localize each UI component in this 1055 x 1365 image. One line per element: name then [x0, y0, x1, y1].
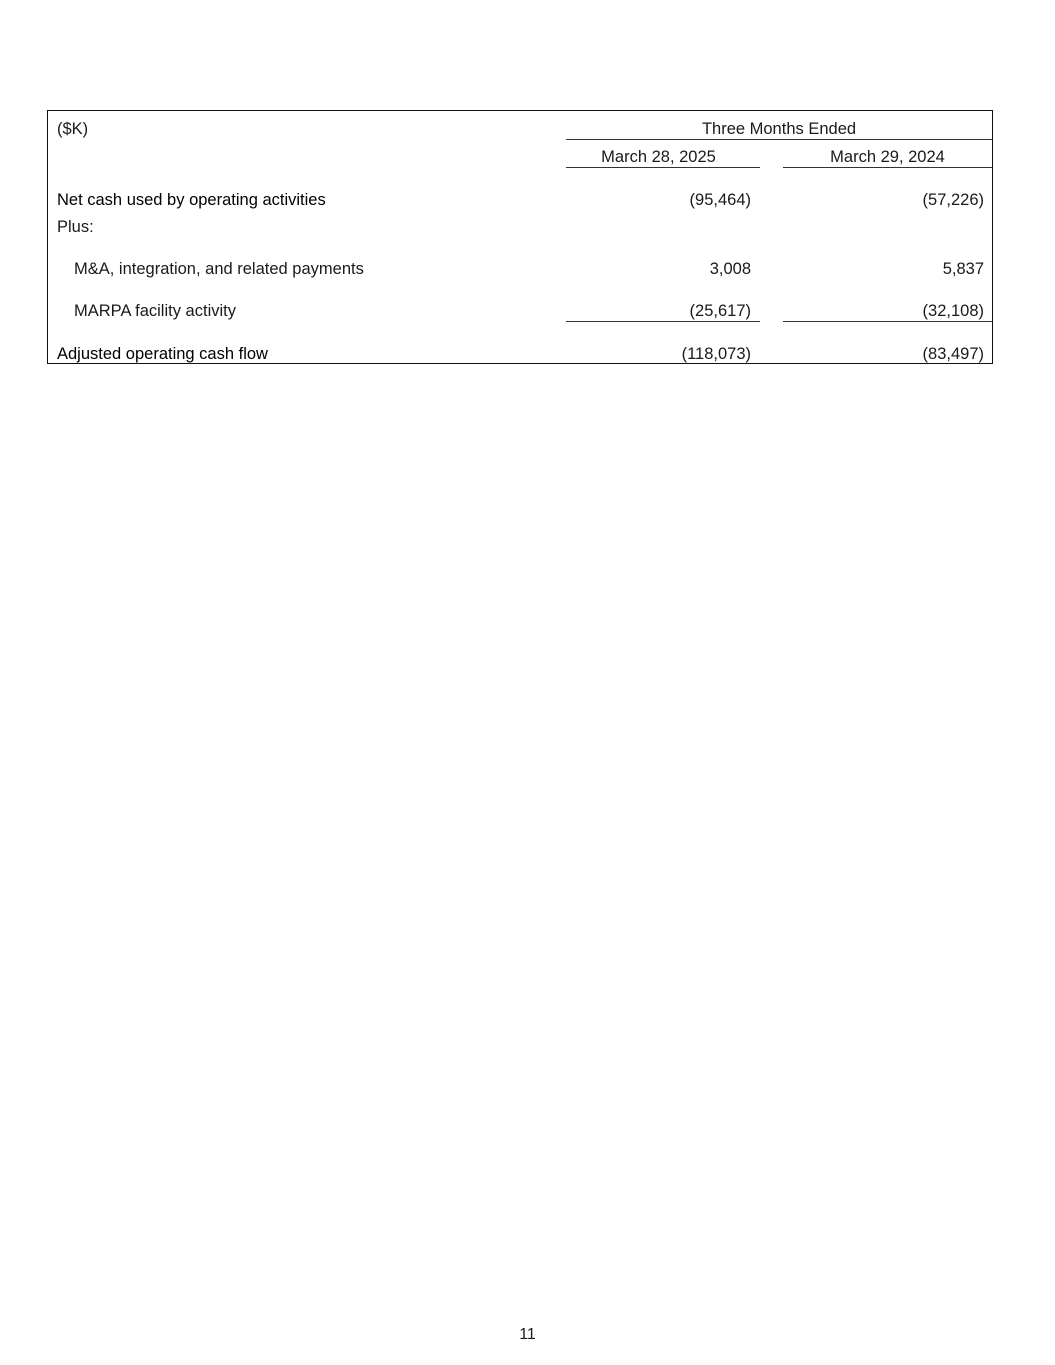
row-value-adjusted-2025: (118,073): [681, 345, 751, 363]
row-label-marpa: MARPA facility activity: [74, 302, 236, 320]
row-label-mna-payments: M&A, integration, and related payments: [74, 260, 364, 278]
row-value-mna-2025: 3,008: [709, 260, 751, 278]
row-value-marpa-2024: (32,108): [922, 302, 984, 320]
row-value-net-cash-2025: (95,464): [689, 191, 751, 209]
column-header-2025-underline: [566, 167, 760, 168]
subtotal-rule-2025: [566, 321, 760, 322]
cash-flow-table: [47, 110, 993, 364]
row-value-adjusted-2024: (83,497): [922, 345, 984, 363]
column-header-2024-underline: [783, 167, 992, 168]
period-header: Three Months Ended: [701, 120, 857, 138]
period-header-underline: [566, 139, 992, 140]
row-value-mna-2024: 5,837: [942, 260, 984, 278]
column-header-2024: March 29, 2024: [830, 148, 945, 166]
row-label-net-cash: Net cash used by operating activities: [57, 191, 326, 209]
row-label-adjusted-ocf: Adjusted operating cash flow: [57, 345, 268, 363]
column-header-2025: March 28, 2025: [601, 148, 716, 166]
subtotal-rule-2024: [783, 321, 992, 322]
row-value-net-cash-2024: (57,226): [922, 191, 984, 209]
row-label-plus: Plus:: [57, 218, 94, 236]
unit-label: ($K): [57, 120, 89, 138]
page-number: 11: [519, 1326, 536, 1343]
row-value-marpa-2025: (25,617): [689, 302, 751, 320]
